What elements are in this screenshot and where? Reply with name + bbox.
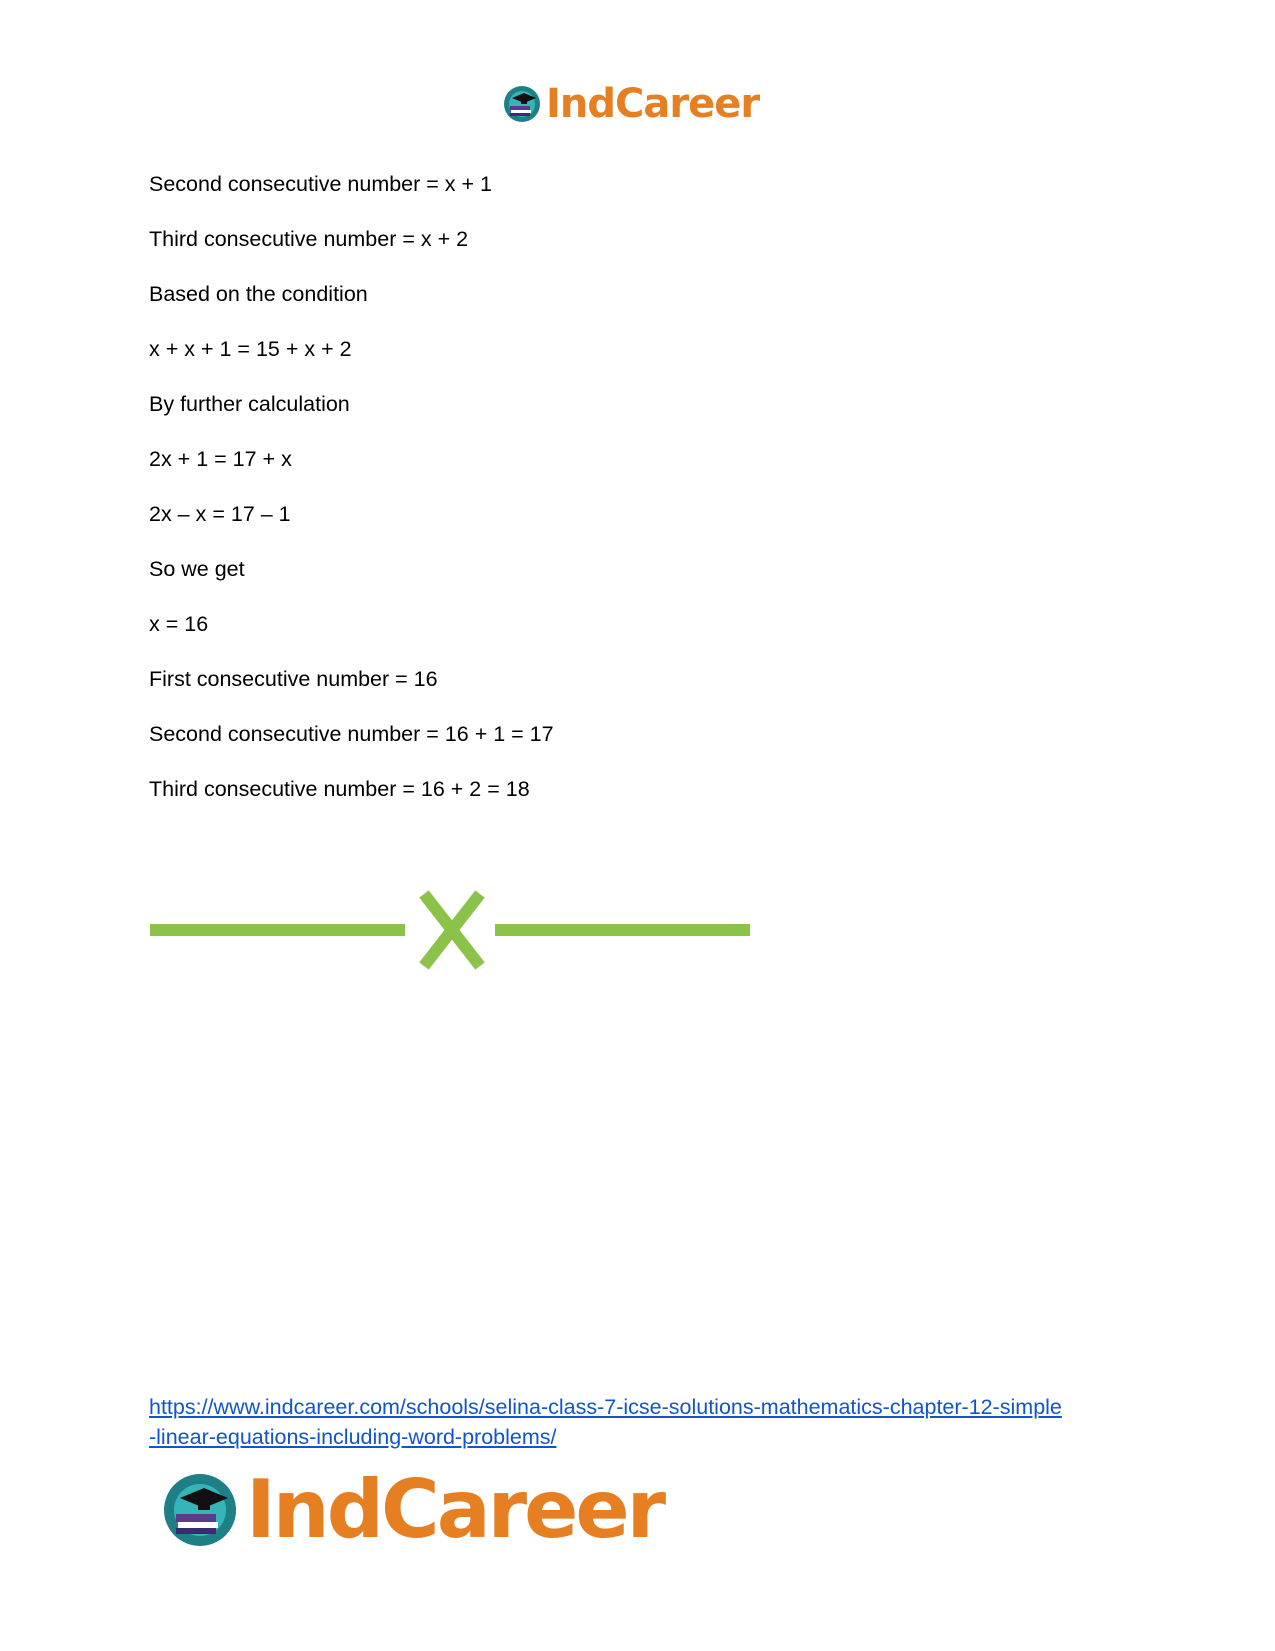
footer-logo-text: IndCareer [246,1463,664,1556]
footer-logo [160,1460,700,1560]
indcareer-emblem-icon [160,1470,240,1550]
header-logo [502,78,772,130]
header-logo-text: IndCareer [546,81,760,127]
text-line: Third consecutive number = x + 2 [149,227,469,251]
indcareer-emblem-icon [502,84,542,124]
source-link[interactable] [149,1392,1149,1452]
source-link-line-1[interactable]: https://www.indcareer.com/schools/selina-class-7-icse-solutions-mathematics-chapter-12-simple [149,1395,1062,1419]
text-line: 2x + 1 = 17 + x [149,447,292,471]
text-line: Second consecutive number = x + 1 [149,172,493,196]
divider-left-bar [150,924,405,936]
text-line: 2x – x = 17 – 1 [149,502,291,526]
text-line: x + x + 1 = 15 + x + 2 [149,337,352,361]
text-line: By further calculation [149,392,350,416]
solution-text [149,172,1049,832]
text-line: Third consecutive number = 16 + 2 = 18 [149,777,530,801]
divider-right-bar [495,924,750,936]
text-line: Second consecutive number = 16 + 1 = 17 [149,722,554,746]
text-line: So we get [149,557,245,581]
text-line: First consecutive number = 16 [149,667,438,691]
text-line: x = 16 [149,612,209,636]
text-line: Based on the condition [149,282,368,306]
source-link-line-2[interactable]: -linear-equations-including-word-problems/ [149,1425,557,1449]
section-divider [150,890,760,970]
